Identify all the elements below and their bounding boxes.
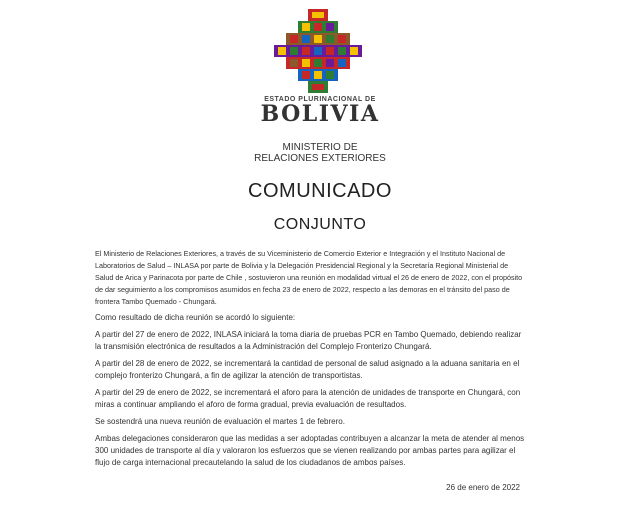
document-date: 26 de enero de 2022 bbox=[446, 483, 520, 492]
ministry-name bbox=[0, 142, 640, 164]
ministry-line-2: RELACIONES EXTERIORES bbox=[254, 153, 386, 164]
result-intro-paragraph: Como resultado de dicha reunión se acordó lo siguiente: bbox=[95, 313, 296, 322]
page-title: COMUNICADO bbox=[248, 180, 392, 202]
intro-paragraph: El Ministerio de Relaciones Exteriores, a través de su Viceministerio de Comercio Exterior e Integración y el Instituto Nacional de Laboratorios de Salud – INLASA por parte de Bolivia y la Delegación Presidencial Regional y la Secretaría Regional Ministerial de Salud de Arica y Parinacota por parte de Chile , sostuvieron una reunión en modalidad virtual el 26 de enero de 2022, con el propósito de dar seguimiento a los compromisos asumidos en fecha 23 de enero de 2022, respecto a las demoras en el tránsito del paso de frontera Tambo Quemado - Chungará. bbox=[95, 249, 523, 306]
closing-paragraph: Ambas delegaciones consideraron que las medidas a ser adoptadas contribuyen a alcanzar la meta de atender al menos 300 unidades de transporte al día y valoraron los esfuerzos que se vienen realizando por ambas partes para agilizar el flujo de carga internacional precautelando la salud de los ciudadanos de ambos países. bbox=[95, 434, 525, 467]
communique-body bbox=[95, 248, 525, 474]
agreement-paragraph-1: A partir del 27 de enero de 2022, INLASA iniciará la toma diaria de pruebas PCR en Tambo Quemado, debiendo realizar la transmisión electrónica de resultados a la Administración del Complejo Fronterizo Chungará. bbox=[95, 330, 522, 351]
agreement-paragraph-3: A partir del 29 de enero de 2022, se incrementará el aforo para la atención de unidades de transporte en Chungará, con miras a continuar ampliando el aforo de forma gradual, previa evaluación de resultados. bbox=[95, 388, 521, 409]
page-subtitle: CONJUNTO bbox=[273, 216, 367, 233]
ministry-line-1: MINISTERIO DE bbox=[282, 142, 358, 153]
country-name: BOLIVIA bbox=[260, 101, 380, 127]
state-name-line: ESTADO PLURINACIONAL DE bbox=[264, 96, 376, 103]
bolivia-chakana-emblem-icon bbox=[268, 9, 368, 93]
agreement-paragraph-2: A partir del 28 de enero de 2022, se incrementará la cantidad de personal de salud asignado a la aduana sanitaria en el complejo fronterizo Chungará, a fin de agilizar la atención de transportistas. bbox=[95, 359, 520, 380]
next-meeting-paragraph: Se sostendrá una nueva reunión de evaluación el martes 1 de febrero. bbox=[95, 417, 345, 426]
